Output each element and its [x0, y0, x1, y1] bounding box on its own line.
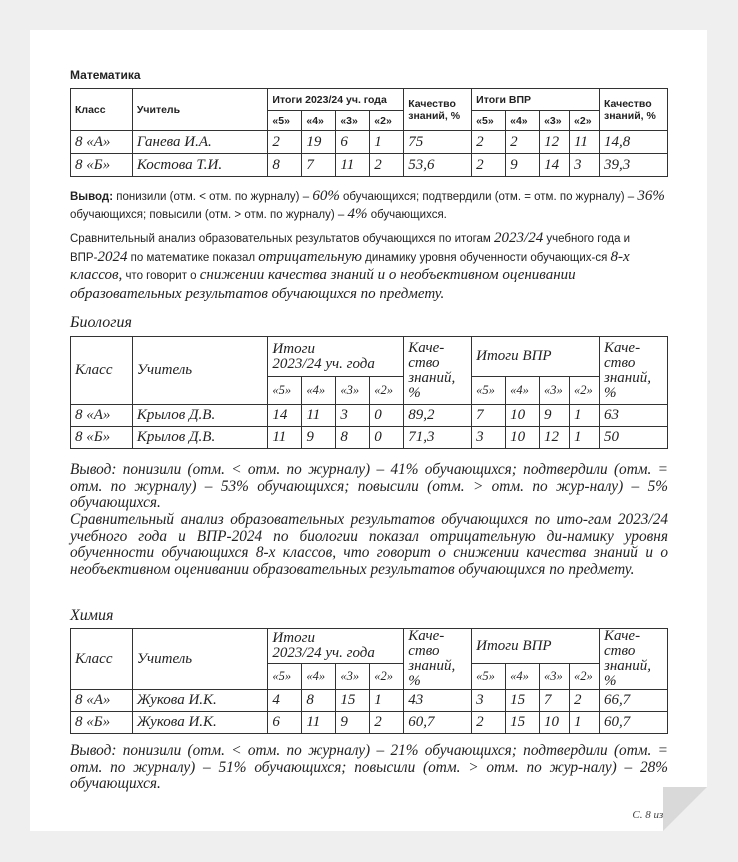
table-row: [71, 427, 668, 449]
cell: 2: [370, 154, 404, 177]
math-th-g2: «2»: [370, 111, 404, 131]
text: обучающихся; повысили (отм. > отм. по журналу) –: [70, 209, 348, 221]
text: понизили (отм. < отм. по журналу) –: [113, 191, 313, 203]
text: обучающихся; подтвердили (отм. = отм. по журналу) –: [339, 191, 638, 203]
cell-quality2: 60,7: [600, 712, 668, 734]
value: снижении качества знаний и о необъективном оценивании образовательных результатов обучающихся по предмету.: [70, 267, 576, 302]
cell-quality: 71,3: [404, 427, 472, 449]
cell-class: 8 «Б»: [71, 427, 133, 449]
cell: 8: [302, 690, 336, 712]
chem-th-quality2: Каче-ство знаний, %: [600, 629, 668, 690]
cell: 2: [268, 131, 302, 154]
cell: 0: [370, 405, 404, 427]
cell-quality2: 66,7: [600, 690, 668, 712]
cell-quality: 89,2: [404, 405, 472, 427]
math-analysis: [70, 230, 668, 304]
cell: 14: [268, 405, 302, 427]
page-number: С. 8 из 10: [632, 809, 677, 821]
cell-class: 8 «А»: [71, 131, 133, 154]
cell: 15: [506, 712, 540, 734]
text: 2023/24 уч. года: [272, 355, 375, 372]
bio-th-itogi: [268, 337, 404, 377]
cell-quality: 53,6: [404, 154, 472, 177]
chem-th-g3: «3»: [336, 664, 370, 690]
bio-analysis: Сравнительный анализ образовательных результатов обучающихся по ито-гам 2023/24 учебного года и ВПР-2024 по биологии показал отрицательную ди-намику уровня обученности обучающихся 8-х классов, что говорит о снижении качества знаний и о необъективном оценивании образовательных результатов обучающихся по предмету.: [70, 511, 668, 578]
bio-th-class: Класс: [71, 337, 133, 405]
cell: 1: [570, 427, 600, 449]
cell: 3: [570, 154, 600, 177]
cell: 1: [370, 131, 404, 154]
cell: 1: [570, 712, 600, 734]
text: обучающихся.: [367, 209, 447, 221]
text: Итоги: [272, 630, 315, 646]
chem-th-v3: «3»: [540, 664, 570, 690]
cell: 19: [302, 131, 336, 154]
cell: 8: [268, 154, 302, 177]
bio-th-v4: «4»: [506, 377, 540, 405]
cell: 6: [336, 131, 370, 154]
chem-th-itogi: [268, 629, 404, 664]
cell: 11: [570, 131, 600, 154]
conclusion-label: Вывод:: [70, 191, 114, 203]
cell-teacher: Ганева И.А.: [132, 131, 268, 154]
cell-class: 8 «Б»: [71, 154, 133, 177]
cell-quality: 75: [404, 131, 472, 154]
cell: 12: [540, 427, 570, 449]
cell: 14: [540, 154, 570, 177]
table-row: [71, 690, 668, 712]
cell: 3: [336, 405, 370, 427]
cell-class: 8 «Б»: [71, 712, 133, 734]
cell-quality2: 50: [600, 427, 668, 449]
bio-th-g5: «5»: [268, 377, 302, 405]
cell: 6: [268, 712, 302, 734]
math-th-g3: «3»: [336, 111, 370, 131]
math-th-v5: «5»: [472, 111, 506, 131]
cell: 2: [506, 131, 540, 154]
value: 8-х классов,: [70, 248, 630, 283]
cell: 1: [570, 405, 600, 427]
bio-table: [70, 336, 668, 449]
cell: 9: [506, 154, 540, 177]
cell-quality2: 39,3: [600, 154, 668, 177]
chem-th-vpr: Итоги ВПР: [472, 629, 600, 664]
bio-th-g4: «4»: [302, 377, 336, 405]
cell: 4: [268, 690, 302, 712]
chem-table: [70, 628, 668, 734]
chem-conclusion: Вывод: понизили (отм. < отм. по журналу) – 21% обучающихся; подтвердили (отм. = отм. по журналу) – 51% обучающихся; повысили (отм. > отм. по жур-налу) – 28% обучающихся.: [70, 742, 668, 792]
value: 2024: [97, 248, 128, 265]
math-th-quality2: Качество знаний, %: [600, 89, 668, 131]
chem-th-g5: «5»: [268, 664, 302, 690]
chem-th-quality: Каче-ство знаний, %: [404, 629, 472, 690]
math-th-v3: «3»: [540, 111, 570, 131]
cell-class: 8 «А»: [71, 690, 133, 712]
bio-table-wrap: [70, 336, 668, 449]
cell: 12: [540, 131, 570, 154]
cell: 9: [302, 427, 336, 449]
cell: 2: [570, 690, 600, 712]
cell: 1: [370, 690, 404, 712]
math-th-v4: «4»: [506, 111, 540, 131]
cell-teacher: Крылов Д.В.: [132, 405, 268, 427]
cell: 10: [540, 712, 570, 734]
table-row: [71, 405, 668, 427]
bio-th-g3: «3»: [336, 377, 370, 405]
chem-th-v2: «2»: [570, 664, 600, 690]
chem-th-g4: «4»: [302, 664, 336, 690]
cell-teacher: Крылов Д.В.: [132, 427, 268, 449]
cell: 7: [302, 154, 336, 177]
chem-th-g2: «2»: [370, 664, 404, 690]
cell: 2: [472, 712, 506, 734]
bio-th-g2: «2»: [370, 377, 404, 405]
chem-table-wrap: [70, 628, 668, 734]
cell: 0: [370, 427, 404, 449]
cell: 15: [506, 690, 540, 712]
math-th-class: Класс: [71, 89, 133, 131]
cell: 11: [336, 154, 370, 177]
value: 60%: [312, 188, 340, 204]
math-th-g4: «4»: [302, 111, 336, 131]
cell-class: 8 «А»: [71, 405, 133, 427]
document-page: [30, 30, 707, 831]
bio-th-quality2: Каче-ство знаний, %: [600, 337, 668, 405]
cell: 10: [506, 427, 540, 449]
chem-title: Химия: [70, 607, 114, 624]
math-th-itogi: Итоги 2023/24 уч. года: [268, 89, 404, 111]
bio-th-v5: «5»: [472, 377, 506, 405]
table-row: [71, 131, 668, 154]
cell: 9: [336, 712, 370, 734]
math-title: Математика: [70, 68, 141, 82]
text: Сравнительный анализ образовательных результатов обучающихся по итогам: [70, 233, 495, 245]
cell: 2: [472, 131, 506, 154]
chem-th-class: Класс: [71, 629, 133, 690]
math-th-quality: Качество знаний, %: [404, 89, 472, 131]
math-th-vpr: Итоги ВПР: [472, 89, 600, 111]
value: 4%: [347, 206, 368, 222]
math-th-v2: «2»: [570, 111, 600, 131]
bio-th-quality: Каче-ство знаний, %: [404, 337, 472, 405]
cell: 9: [540, 405, 570, 427]
cell-teacher: Жукова И.К.: [132, 690, 268, 712]
cell: 11: [268, 427, 302, 449]
text: динамику уровня обученности обучающих-ся: [361, 251, 611, 264]
cell-quality2: 63: [600, 405, 668, 427]
cell: 3: [472, 690, 506, 712]
chem-th-v5: «5»: [472, 664, 506, 690]
bio-th-v3: «3»: [540, 377, 570, 405]
cell-quality2: 14,8: [600, 131, 668, 154]
value: 2023/24: [494, 230, 544, 246]
text: по математике показал: [127, 251, 259, 264]
cell: 7: [540, 690, 570, 712]
math-table: [70, 88, 668, 177]
cell: 7: [472, 405, 506, 427]
value: 36%: [637, 188, 665, 204]
cell-teacher: Костова Т.И.: [132, 154, 268, 177]
math-conclusion: [70, 188, 668, 224]
cell: 3: [472, 427, 506, 449]
table-row: [71, 712, 668, 734]
cell: 15: [336, 690, 370, 712]
cell-quality: 43: [404, 690, 472, 712]
table-row: [71, 154, 668, 177]
bio-th-teacher: Учитель: [132, 337, 268, 405]
value: отрицательную: [258, 248, 362, 265]
cell-teacher: Жукова И.К.: [132, 712, 268, 734]
text: учебного года и ВПР-: [70, 233, 631, 264]
math-th-teacher: Учитель: [132, 89, 268, 131]
chem-th-teacher: Учитель: [132, 629, 268, 690]
cell: 11: [302, 712, 336, 734]
text: Итоги: [272, 340, 315, 357]
page-fold-corner: [663, 787, 707, 831]
math-th-g5: «5»: [268, 111, 302, 131]
cell: 8: [336, 427, 370, 449]
bio-th-v2: «2»: [570, 377, 600, 405]
cell: 2: [370, 712, 404, 734]
bio-title: Биология: [70, 314, 132, 331]
text: 2023/24 уч. года: [272, 645, 375, 661]
cell-quality: 60,7: [404, 712, 472, 734]
math-table-wrap: [70, 88, 668, 177]
chem-th-v4: «4»: [506, 664, 540, 690]
bio-th-vpr: Итоги ВПР: [472, 337, 600, 377]
cell: 11: [302, 405, 336, 427]
text: что говорит о: [122, 270, 200, 282]
cell: 2: [472, 154, 506, 177]
bio-conclusion: Вывод: понизили (отм. < отм. по журналу) – 41% обучающихся; подтвердили (отм. = отм. по журналу) – 53% обучающихся; повысили (отм. > отм. по жур-налу) – 5% обучающихся.: [70, 461, 668, 511]
cell: 10: [506, 405, 540, 427]
